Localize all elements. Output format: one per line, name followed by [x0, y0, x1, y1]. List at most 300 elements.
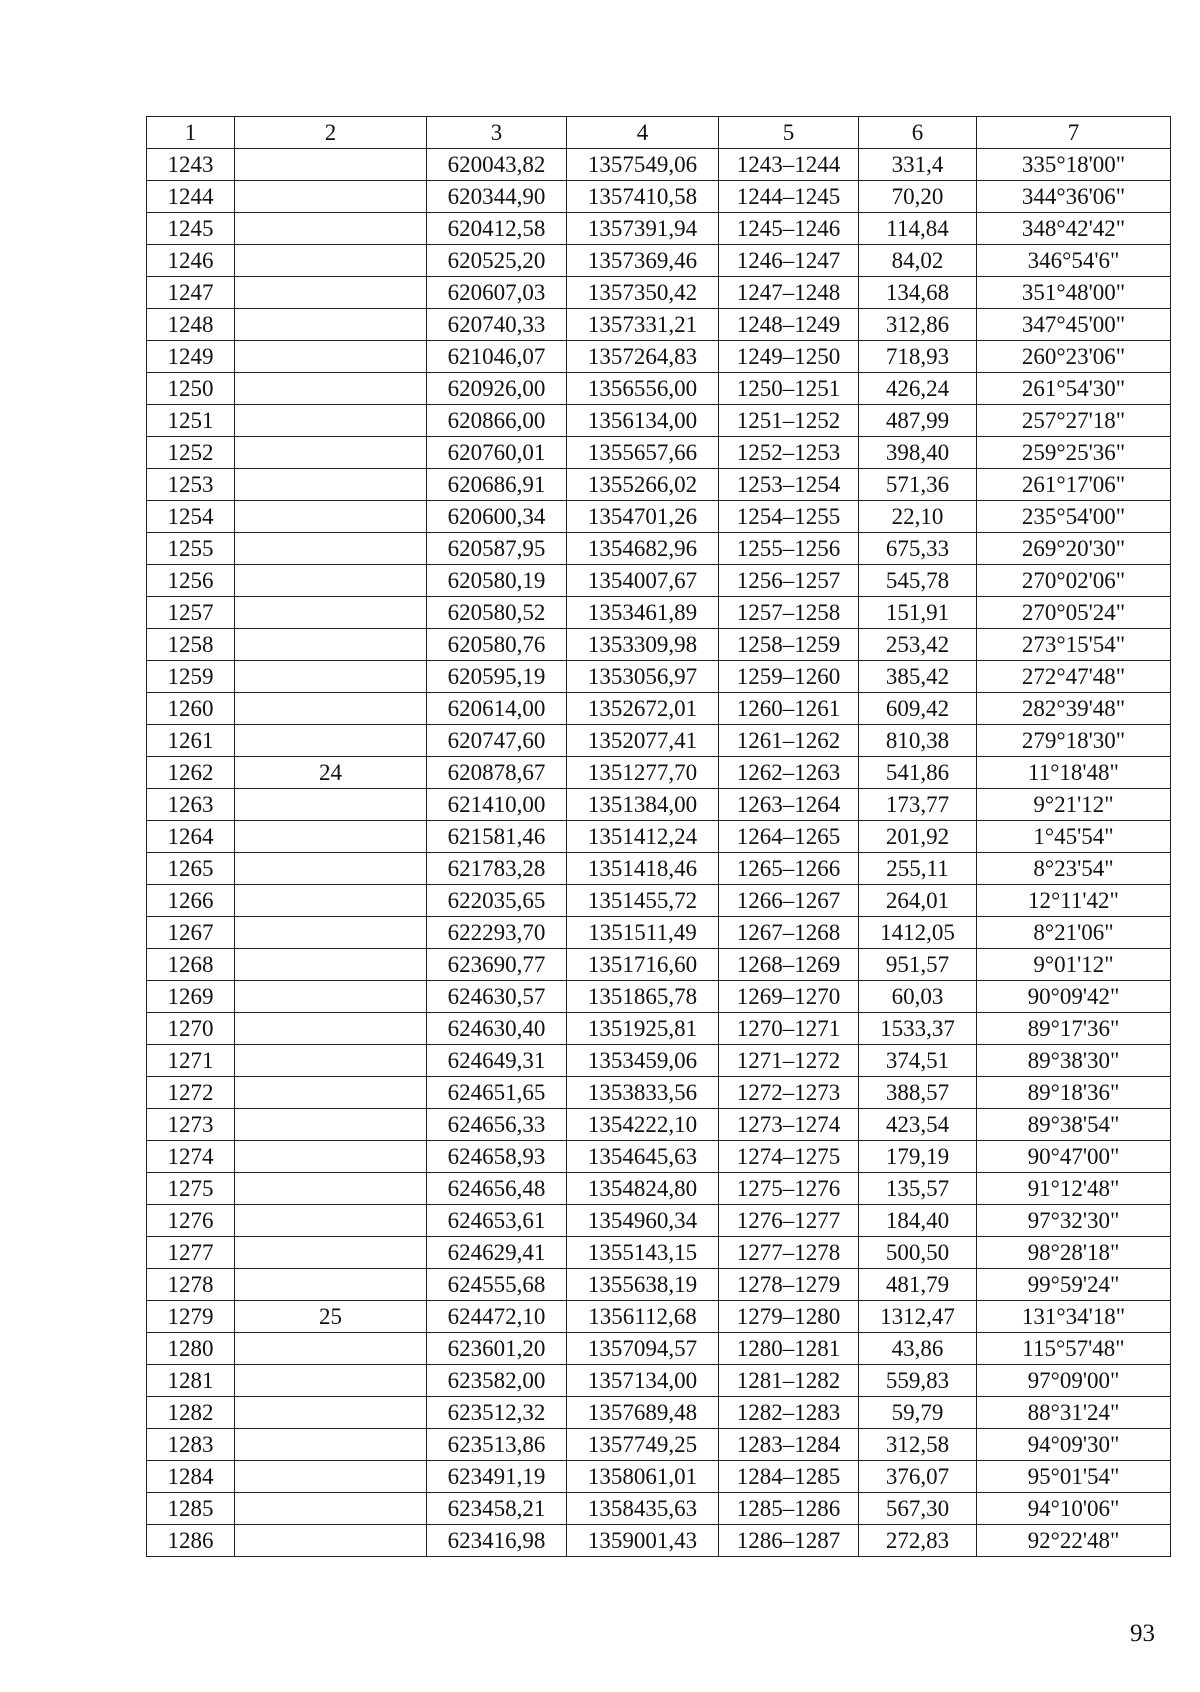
- cell-segment: 1272–1273: [719, 1077, 859, 1109]
- cell-point-number: 1286: [147, 1525, 235, 1557]
- table-row: [147, 1429, 1171, 1461]
- cell-section-number: [235, 1077, 427, 1109]
- cell-length: 22,10: [859, 501, 977, 533]
- cell-coordinate-y: 1351925,81: [567, 1013, 719, 1045]
- cell-bearing: 89°17'36": [977, 1013, 1171, 1045]
- table-row: [147, 789, 1171, 821]
- cell-section-number: [235, 1237, 427, 1269]
- table-row: [147, 885, 1171, 917]
- cell-length: 59,79: [859, 1397, 977, 1429]
- cell-bearing: 94°10'06": [977, 1493, 1171, 1525]
- cell-point-number: 1263: [147, 789, 235, 821]
- cell-segment: 1251–1252: [719, 405, 859, 437]
- cell-bearing: 11°18'48": [977, 757, 1171, 789]
- cell-coordinate-y: 1357549,06: [567, 149, 719, 181]
- cell-segment: 1245–1246: [719, 213, 859, 245]
- cell-coordinate-x: 622035,65: [427, 885, 567, 917]
- cell-section-number: [235, 1333, 427, 1365]
- table-row: [147, 821, 1171, 853]
- cell-coordinate-y: 1352672,01: [567, 693, 719, 725]
- table-row: [147, 1173, 1171, 1205]
- cell-length: 1533,37: [859, 1013, 977, 1045]
- cell-point-number: 1278: [147, 1269, 235, 1301]
- cell-coordinate-y: 1351511,49: [567, 917, 719, 949]
- cell-bearing: 99°59'24": [977, 1269, 1171, 1301]
- cell-coordinate-x: 620926,00: [427, 373, 567, 405]
- cell-section-number: [235, 1045, 427, 1077]
- table-row: [147, 853, 1171, 885]
- cell-length: 70,20: [859, 181, 977, 213]
- cell-section-number: [235, 981, 427, 1013]
- cell-section-number: [235, 1429, 427, 1461]
- cell-coordinate-y: 1351412,24: [567, 821, 719, 853]
- cell-section-number: [235, 469, 427, 501]
- cell-section-number: [235, 341, 427, 373]
- column-header-6: 6: [859, 117, 977, 149]
- cell-coordinate-x: 620760,01: [427, 437, 567, 469]
- cell-section-number: [235, 629, 427, 661]
- cell-point-number: 1244: [147, 181, 235, 213]
- cell-length: 43,86: [859, 1333, 977, 1365]
- cell-segment: 1275–1276: [719, 1173, 859, 1205]
- table-row: [147, 1365, 1171, 1397]
- table-row: [147, 149, 1171, 181]
- cell-length: 151,91: [859, 597, 977, 629]
- cell-bearing: 91°12'48": [977, 1173, 1171, 1205]
- cell-bearing: 259°25'36": [977, 437, 1171, 469]
- cell-section-number: [235, 1269, 427, 1301]
- cell-length: 718,93: [859, 341, 977, 373]
- cell-point-number: 1262: [147, 757, 235, 789]
- cell-segment: 1252–1253: [719, 437, 859, 469]
- cell-bearing: 261°17'06": [977, 469, 1171, 501]
- table-row: [147, 629, 1171, 661]
- cell-length: 255,11: [859, 853, 977, 885]
- table-row: [147, 917, 1171, 949]
- cell-coordinate-y: 1357094,57: [567, 1333, 719, 1365]
- cell-segment: 1270–1271: [719, 1013, 859, 1045]
- cell-coordinate-y: 1351865,78: [567, 981, 719, 1013]
- cell-length: 398,40: [859, 437, 977, 469]
- cell-segment: 1261–1262: [719, 725, 859, 757]
- cell-segment: 1284–1285: [719, 1461, 859, 1493]
- cell-coordinate-x: 620866,00: [427, 405, 567, 437]
- header-row: [147, 117, 1171, 149]
- cell-point-number: 1281: [147, 1365, 235, 1397]
- cell-point-number: 1272: [147, 1077, 235, 1109]
- cell-section-number: [235, 1141, 427, 1173]
- cell-length: 810,38: [859, 725, 977, 757]
- table-row: [147, 1269, 1171, 1301]
- cell-segment: 1268–1269: [719, 949, 859, 981]
- cell-section-number: [235, 245, 427, 277]
- cell-section-number: [235, 149, 427, 181]
- table-row: [147, 1333, 1171, 1365]
- cell-coordinate-y: 1356134,00: [567, 405, 719, 437]
- cell-coordinate-x: 624656,33: [427, 1109, 567, 1141]
- cell-coordinate-y: 1359001,43: [567, 1525, 719, 1557]
- cell-bearing: 273°15'54": [977, 629, 1171, 661]
- cell-bearing: 12°11'42": [977, 885, 1171, 917]
- cell-bearing: 347°45'00": [977, 309, 1171, 341]
- column-header-1: 1: [147, 117, 235, 149]
- cell-coordinate-y: 1355657,66: [567, 437, 719, 469]
- cell-bearing: 8°23'54": [977, 853, 1171, 885]
- cell-bearing: 9°01'12": [977, 949, 1171, 981]
- cell-coordinate-y: 1357331,21: [567, 309, 719, 341]
- cell-section-number: [235, 1365, 427, 1397]
- cell-segment: 1255–1256: [719, 533, 859, 565]
- cell-coordinate-y: 1354824,80: [567, 1173, 719, 1205]
- cell-segment: 1271–1272: [719, 1045, 859, 1077]
- cell-coordinate-y: 1353833,56: [567, 1077, 719, 1109]
- cell-bearing: 90°09'42": [977, 981, 1171, 1013]
- cell-length: 184,40: [859, 1205, 977, 1237]
- cell-length: 201,92: [859, 821, 977, 853]
- cell-length: 173,77: [859, 789, 977, 821]
- cell-section-number: [235, 1205, 427, 1237]
- cell-point-number: 1251: [147, 405, 235, 437]
- cell-point-number: 1267: [147, 917, 235, 949]
- cell-bearing: 346°54'6": [977, 245, 1171, 277]
- cell-coordinate-y: 1354701,26: [567, 501, 719, 533]
- cell-segment: 1286–1287: [719, 1525, 859, 1557]
- cell-bearing: 260°23'06": [977, 341, 1171, 373]
- cell-segment: 1256–1257: [719, 565, 859, 597]
- cell-point-number: 1245: [147, 213, 235, 245]
- cell-coordinate-x: 620412,58: [427, 213, 567, 245]
- table-row: [147, 981, 1171, 1013]
- column-header-3: 3: [427, 117, 567, 149]
- cell-section-number: [235, 1397, 427, 1429]
- cell-bearing: 8°21'06": [977, 917, 1171, 949]
- table-row: [147, 245, 1171, 277]
- cell-coordinate-x: 620740,33: [427, 309, 567, 341]
- cell-point-number: 1257: [147, 597, 235, 629]
- cell-segment: 1266–1267: [719, 885, 859, 917]
- cell-coordinate-y: 1354007,67: [567, 565, 719, 597]
- table-row: [147, 597, 1171, 629]
- cell-section-number: [235, 1493, 427, 1525]
- cell-section-number: [235, 309, 427, 341]
- cell-length: 135,57: [859, 1173, 977, 1205]
- cell-coordinate-y: 1358061,01: [567, 1461, 719, 1493]
- cell-bearing: 269°20'30": [977, 533, 1171, 565]
- table-row: [147, 1461, 1171, 1493]
- cell-section-number: [235, 853, 427, 885]
- cell-segment: 1278–1279: [719, 1269, 859, 1301]
- cell-section-number: [235, 693, 427, 725]
- cell-section-number: 25: [235, 1301, 427, 1333]
- cell-point-number: 1275: [147, 1173, 235, 1205]
- cell-bearing: 97°32'30": [977, 1205, 1171, 1237]
- cell-segment: 1283–1284: [719, 1429, 859, 1461]
- cell-coordinate-x: 624656,48: [427, 1173, 567, 1205]
- cell-coordinate-x: 621783,28: [427, 853, 567, 885]
- cell-segment: 1277–1278: [719, 1237, 859, 1269]
- cell-section-number: [235, 789, 427, 821]
- cell-coordinate-x: 621410,00: [427, 789, 567, 821]
- column-header-2: 2: [235, 117, 427, 149]
- table-row: [147, 213, 1171, 245]
- cell-length: 1412,05: [859, 917, 977, 949]
- cell-length: 134,68: [859, 277, 977, 309]
- cell-section-number: [235, 501, 427, 533]
- cell-point-number: 1246: [147, 245, 235, 277]
- table-row: [147, 949, 1171, 981]
- cell-coordinate-x: 624630,57: [427, 981, 567, 1013]
- column-header-7: 7: [977, 117, 1171, 149]
- cell-segment: 1259–1260: [719, 661, 859, 693]
- cell-length: 312,58: [859, 1429, 977, 1461]
- cell-coordinate-y: 1355638,19: [567, 1269, 719, 1301]
- cell-coordinate-x: 623690,77: [427, 949, 567, 981]
- cell-coordinate-y: 1354960,34: [567, 1205, 719, 1237]
- cell-point-number: 1271: [147, 1045, 235, 1077]
- cell-length: 545,78: [859, 565, 977, 597]
- cell-coordinate-x: 623491,19: [427, 1461, 567, 1493]
- table-row: [147, 373, 1171, 405]
- cell-segment: 1244–1245: [719, 181, 859, 213]
- cell-point-number: 1268: [147, 949, 235, 981]
- cell-segment: 1248–1249: [719, 309, 859, 341]
- page-number: 93: [1130, 1620, 1155, 1647]
- cell-segment: 1257–1258: [719, 597, 859, 629]
- cell-point-number: 1276: [147, 1205, 235, 1237]
- cell-point-number: 1261: [147, 725, 235, 757]
- table-row: [147, 1237, 1171, 1269]
- cell-section-number: [235, 917, 427, 949]
- cell-bearing: 9°21'12": [977, 789, 1171, 821]
- cell-coordinate-y: 1351455,72: [567, 885, 719, 917]
- table-row: [147, 501, 1171, 533]
- cell-length: 84,02: [859, 245, 977, 277]
- cell-segment: 1243–1244: [719, 149, 859, 181]
- cell-bearing: 335°18'00": [977, 149, 1171, 181]
- cell-section-number: [235, 1461, 427, 1493]
- table-row: [147, 405, 1171, 437]
- table-row: [147, 565, 1171, 597]
- cell-coordinate-y: 1357264,83: [567, 341, 719, 373]
- cell-point-number: 1283: [147, 1429, 235, 1461]
- cell-point-number: 1249: [147, 341, 235, 373]
- cell-point-number: 1255: [147, 533, 235, 565]
- cell-coordinate-y: 1351716,60: [567, 949, 719, 981]
- cell-bearing: 270°02'06": [977, 565, 1171, 597]
- cell-point-number: 1269: [147, 981, 235, 1013]
- cell-point-number: 1277: [147, 1237, 235, 1269]
- cell-segment: 1260–1261: [719, 693, 859, 725]
- cell-bearing: 97°09'00": [977, 1365, 1171, 1397]
- cell-segment: 1246–1247: [719, 245, 859, 277]
- cell-coordinate-y: 1357134,00: [567, 1365, 719, 1397]
- cell-section-number: [235, 181, 427, 213]
- cell-segment: 1267–1268: [719, 917, 859, 949]
- cell-segment: 1274–1275: [719, 1141, 859, 1173]
- cell-coordinate-x: 620747,60: [427, 725, 567, 757]
- cell-coordinate-y: 1353461,89: [567, 597, 719, 629]
- cell-point-number: 1279: [147, 1301, 235, 1333]
- cell-bearing: 279°18'30": [977, 725, 1171, 757]
- cell-coordinate-x: 622293,70: [427, 917, 567, 949]
- cell-coordinate-x: 624630,40: [427, 1013, 567, 1045]
- cell-coordinate-x: 621581,46: [427, 821, 567, 853]
- cell-coordinate-x: 624658,93: [427, 1141, 567, 1173]
- cell-point-number: 1247: [147, 277, 235, 309]
- cell-point-number: 1256: [147, 565, 235, 597]
- table-row: [147, 1141, 1171, 1173]
- cell-length: 312,86: [859, 309, 977, 341]
- cell-segment: 1250–1251: [719, 373, 859, 405]
- table-row: [147, 437, 1171, 469]
- cell-coordinate-y: 1353459,06: [567, 1045, 719, 1077]
- cell-coordinate-y: 1357689,48: [567, 1397, 719, 1429]
- cell-bearing: 344°36'06": [977, 181, 1171, 213]
- cell-coordinate-y: 1353056,97: [567, 661, 719, 693]
- cell-segment: 1247–1248: [719, 277, 859, 309]
- cell-point-number: 1253: [147, 469, 235, 501]
- cell-coordinate-x: 620580,19: [427, 565, 567, 597]
- cell-length: 388,57: [859, 1077, 977, 1109]
- cell-segment: 1276–1277: [719, 1205, 859, 1237]
- cell-coordinate-y: 1354682,96: [567, 533, 719, 565]
- table-row: [147, 1109, 1171, 1141]
- cell-section-number: [235, 1013, 427, 1045]
- cell-coordinate-y: 1351277,70: [567, 757, 719, 789]
- cell-segment: 1265–1266: [719, 853, 859, 885]
- cell-coordinate-y: 1357350,42: [567, 277, 719, 309]
- cell-point-number: 1254: [147, 501, 235, 533]
- cell-bearing: 351°48'00": [977, 277, 1171, 309]
- cell-segment: 1282–1283: [719, 1397, 859, 1429]
- cell-point-number: 1258: [147, 629, 235, 661]
- cell-section-number: [235, 597, 427, 629]
- cell-coordinate-y: 1354645,63: [567, 1141, 719, 1173]
- cell-coordinate-y: 1352077,41: [567, 725, 719, 757]
- column-header-4: 4: [567, 117, 719, 149]
- cell-length: 567,30: [859, 1493, 977, 1525]
- cell-coordinate-x: 620878,67: [427, 757, 567, 789]
- cell-point-number: 1252: [147, 437, 235, 469]
- cell-section-number: [235, 405, 427, 437]
- cell-length: 264,01: [859, 885, 977, 917]
- cell-section-number: [235, 1173, 427, 1205]
- cell-length: 487,99: [859, 405, 977, 437]
- cell-length: 114,84: [859, 213, 977, 245]
- cell-length: 374,51: [859, 1045, 977, 1077]
- cell-length: 60,03: [859, 981, 977, 1013]
- table-row: [147, 1301, 1171, 1333]
- cell-length: 331,4: [859, 149, 977, 181]
- cell-bearing: 89°18'36": [977, 1077, 1171, 1109]
- cell-coordinate-x: 624651,65: [427, 1077, 567, 1109]
- cell-coordinate-x: 620600,34: [427, 501, 567, 533]
- cell-length: 571,36: [859, 469, 977, 501]
- cell-bearing: 270°05'24": [977, 597, 1171, 629]
- cell-segment: 1249–1250: [719, 341, 859, 373]
- cell-point-number: 1285: [147, 1493, 235, 1525]
- cell-bearing: 348°42'42": [977, 213, 1171, 245]
- cell-coordinate-x: 623416,98: [427, 1525, 567, 1557]
- table-row: [147, 693, 1171, 725]
- cell-segment: 1262–1263: [719, 757, 859, 789]
- table-row: [147, 181, 1171, 213]
- cell-section-number: [235, 277, 427, 309]
- cell-coordinate-y: 1356112,68: [567, 1301, 719, 1333]
- cell-segment: 1273–1274: [719, 1109, 859, 1141]
- cell-coordinate-x: 620580,76: [427, 629, 567, 661]
- table-body: [147, 149, 1171, 1557]
- cell-length: 272,83: [859, 1525, 977, 1557]
- cell-segment: 1285–1286: [719, 1493, 859, 1525]
- cell-coordinate-x: 620607,03: [427, 277, 567, 309]
- cell-bearing: 90°47'00": [977, 1141, 1171, 1173]
- cell-bearing: 272°47'48": [977, 661, 1171, 693]
- cell-coordinate-x: 621046,07: [427, 341, 567, 373]
- cell-point-number: 1264: [147, 821, 235, 853]
- cell-coordinate-x: 624629,41: [427, 1237, 567, 1269]
- cell-bearing: 89°38'54": [977, 1109, 1171, 1141]
- table-row: [147, 309, 1171, 341]
- cell-coordinate-y: 1354222,10: [567, 1109, 719, 1141]
- cell-point-number: 1250: [147, 373, 235, 405]
- cell-section-number: [235, 533, 427, 565]
- cell-length: 1312,47: [859, 1301, 977, 1333]
- cell-length: 951,57: [859, 949, 977, 981]
- table-row: [147, 1045, 1171, 1077]
- cell-coordinate-x: 620525,20: [427, 245, 567, 277]
- cell-bearing: 88°31'24": [977, 1397, 1171, 1429]
- coordinates-table: [146, 116, 1171, 1557]
- cell-bearing: 235°54'00": [977, 501, 1171, 533]
- cell-section-number: 24: [235, 757, 427, 789]
- table-row: [147, 1493, 1171, 1525]
- column-header-5: 5: [719, 117, 859, 149]
- cell-bearing: 95°01'54": [977, 1461, 1171, 1493]
- cell-coordinate-x: 620686,91: [427, 469, 567, 501]
- cell-section-number: [235, 1525, 427, 1557]
- cell-length: 179,19: [859, 1141, 977, 1173]
- cell-coordinate-y: 1357749,25: [567, 1429, 719, 1461]
- cell-point-number: 1280: [147, 1333, 235, 1365]
- table-row: [147, 725, 1171, 757]
- cell-length: 423,54: [859, 1109, 977, 1141]
- table-row: [147, 277, 1171, 309]
- cell-coordinate-y: 1353309,98: [567, 629, 719, 661]
- cell-length: 500,50: [859, 1237, 977, 1269]
- cell-section-number: [235, 725, 427, 757]
- table-row: [147, 757, 1171, 789]
- cell-coordinate-x: 623582,00: [427, 1365, 567, 1397]
- cell-length: 253,42: [859, 629, 977, 661]
- cell-bearing: 261°54'30": [977, 373, 1171, 405]
- cell-coordinate-y: 1355143,15: [567, 1237, 719, 1269]
- cell-length: 481,79: [859, 1269, 977, 1301]
- cell-length: 376,07: [859, 1461, 977, 1493]
- cell-coordinate-x: 624472,10: [427, 1301, 567, 1333]
- cell-coordinate-x: 620344,90: [427, 181, 567, 213]
- cell-bearing: 94°09'30": [977, 1429, 1171, 1461]
- cell-coordinate-x: 624555,68: [427, 1269, 567, 1301]
- cell-length: 609,42: [859, 693, 977, 725]
- cell-segment: 1280–1281: [719, 1333, 859, 1365]
- cell-point-number: 1260: [147, 693, 235, 725]
- cell-coordinate-y: 1351384,00: [567, 789, 719, 821]
- cell-section-number: [235, 885, 427, 917]
- cell-section-number: [235, 821, 427, 853]
- cell-coordinate-x: 623601,20: [427, 1333, 567, 1365]
- cell-coordinate-x: 620580,52: [427, 597, 567, 629]
